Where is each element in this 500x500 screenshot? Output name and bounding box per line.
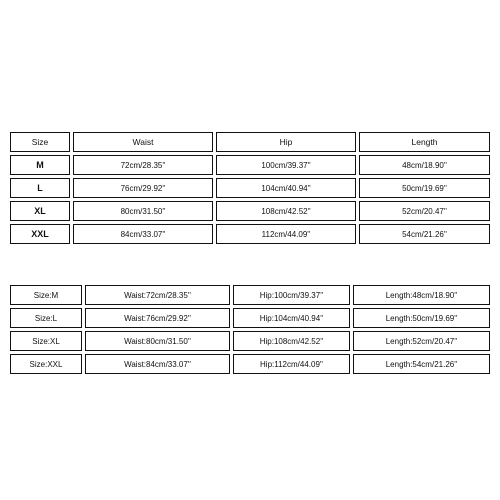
cell-size: Size:XXL <box>10 354 82 374</box>
cell-size: M <box>10 155 70 175</box>
table-row <box>10 155 490 175</box>
cell-waist: 84cm/33.07'' <box>73 224 213 244</box>
cell-length: Length:50cm/19.69'' <box>353 308 490 328</box>
cell-size: Size:L <box>10 308 82 328</box>
cell-size: Size:XL <box>10 331 82 351</box>
table-row <box>10 285 490 305</box>
cell-length: Length:52cm/20.47'' <box>353 331 490 351</box>
cell-hip: 104cm/40.94'' <box>216 178 356 198</box>
cell-waist: 76cm/29.92'' <box>73 178 213 198</box>
cell-length: 52cm/20.47'' <box>359 201 490 221</box>
cell-waist: 72cm/28.35'' <box>73 155 213 175</box>
size-chart-table <box>10 132 490 247</box>
cell-size: XXL <box>10 224 70 244</box>
cell-hip: Hip:112cm/44.09'' <box>233 354 350 374</box>
cell-size: XL <box>10 201 70 221</box>
header-waist: Waist <box>73 132 213 152</box>
table-row <box>10 354 490 374</box>
table-row <box>10 308 490 328</box>
header-hip: Hip <box>216 132 356 152</box>
table-row <box>10 224 490 244</box>
cell-hip: Hip:100cm/39.37'' <box>233 285 350 305</box>
cell-length: Length:54cm/21.26'' <box>353 354 490 374</box>
cell-size: Size:M <box>10 285 82 305</box>
cell-hip: 108cm/42.52'' <box>216 201 356 221</box>
table-header-row <box>10 132 490 152</box>
cell-length: Length:48cm/18.90'' <box>353 285 490 305</box>
cell-waist: Waist:84cm/33.07'' <box>85 354 230 374</box>
cell-length: 54cm/21.26'' <box>359 224 490 244</box>
table-row <box>10 331 490 351</box>
cell-hip: Hip:108cm/42.52'' <box>233 331 350 351</box>
table-row <box>10 178 490 198</box>
size-chart-labeled-table <box>10 285 490 377</box>
cell-hip: 100cm/39.37'' <box>216 155 356 175</box>
cell-length: 50cm/19.69'' <box>359 178 490 198</box>
header-length: Length <box>359 132 490 152</box>
cell-waist: Waist:76cm/29.92'' <box>85 308 230 328</box>
cell-size: L <box>10 178 70 198</box>
cell-waist: 80cm/31.50'' <box>73 201 213 221</box>
cell-waist: Waist:80cm/31.50'' <box>85 331 230 351</box>
header-size: Size <box>10 132 70 152</box>
cell-length: 48cm/18.90'' <box>359 155 490 175</box>
table-row <box>10 201 490 221</box>
cell-hip: 112cm/44.09'' <box>216 224 356 244</box>
cell-hip: Hip:104cm/40.94'' <box>233 308 350 328</box>
cell-waist: Waist:72cm/28.35'' <box>85 285 230 305</box>
